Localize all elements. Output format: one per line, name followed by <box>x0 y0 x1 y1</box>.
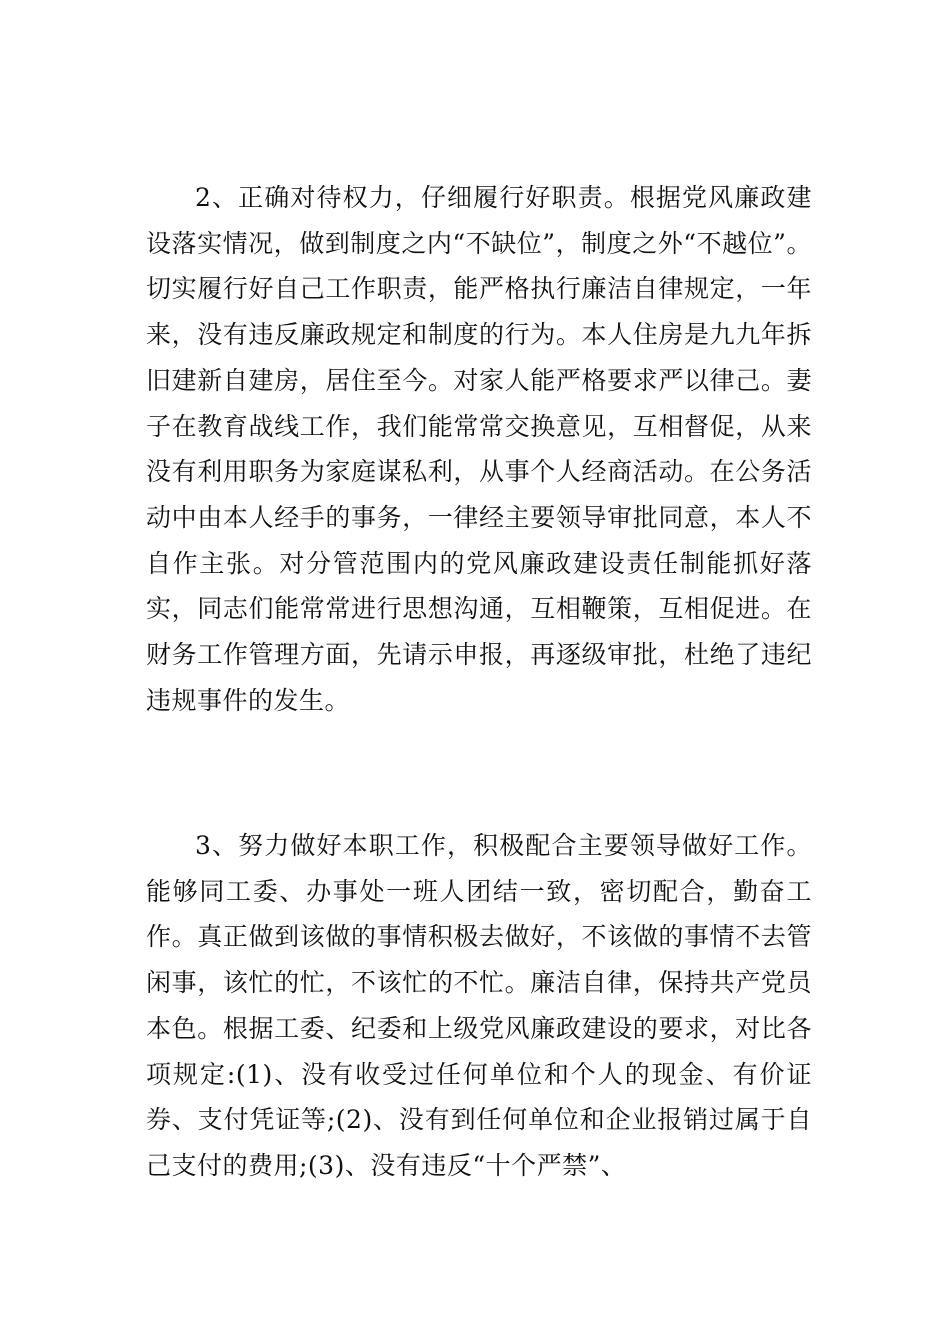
paragraph-2-duties: 2、正确对待权力，仔细履行好职责。根据党风廉政建设落实情况，做到制度之内“不缺位”，制度之外“不越位”。切实履行好自己工作职责，能严格执行廉洁自律规定，一年来，没有违反廉政规定和制度的行为。本人住房是九九年拆旧建新自建房，居住至今。对家人能严格要求严以律己。妻子在教育战线工作，我们能常常交换意见，互相督促，从来没有利用职务为家庭谋私利，从事个人经商活动。在公务活动中由本人经手的事务，一律经主要领导审批同意，本人不自作主张。对分管范围内的党风廉政建设责任制能抓好落实，同志们能常常进行思想沟通，互相鞭策，互相促进。在财务工作管理方面，先请示申报，再逐级审批，杜绝了违纪违规事件的发生。 <box>146 183 812 715</box>
paragraph-3-work: 3、努力做好本职工作，积极配合主要领导做好工作。能够同工委、办事处一班人团结一致，密切配合，勤奋工作。真正做到该做的事情积极去做好，不该做的事情不去管闲事，该忙的忙，不该忙的不忙。廉洁自律，保持共产党员本色。根据工委、纪委和上级党风廉政建设的要求，对比各项规定:(1)、没有收受过任何单位和个人的现金、有价证券、支付凭证等;(2)、没有到任何单位和企业报销过属于自己支付的费用;(3)、没有违反“十个严禁”、 <box>146 831 812 1180</box>
